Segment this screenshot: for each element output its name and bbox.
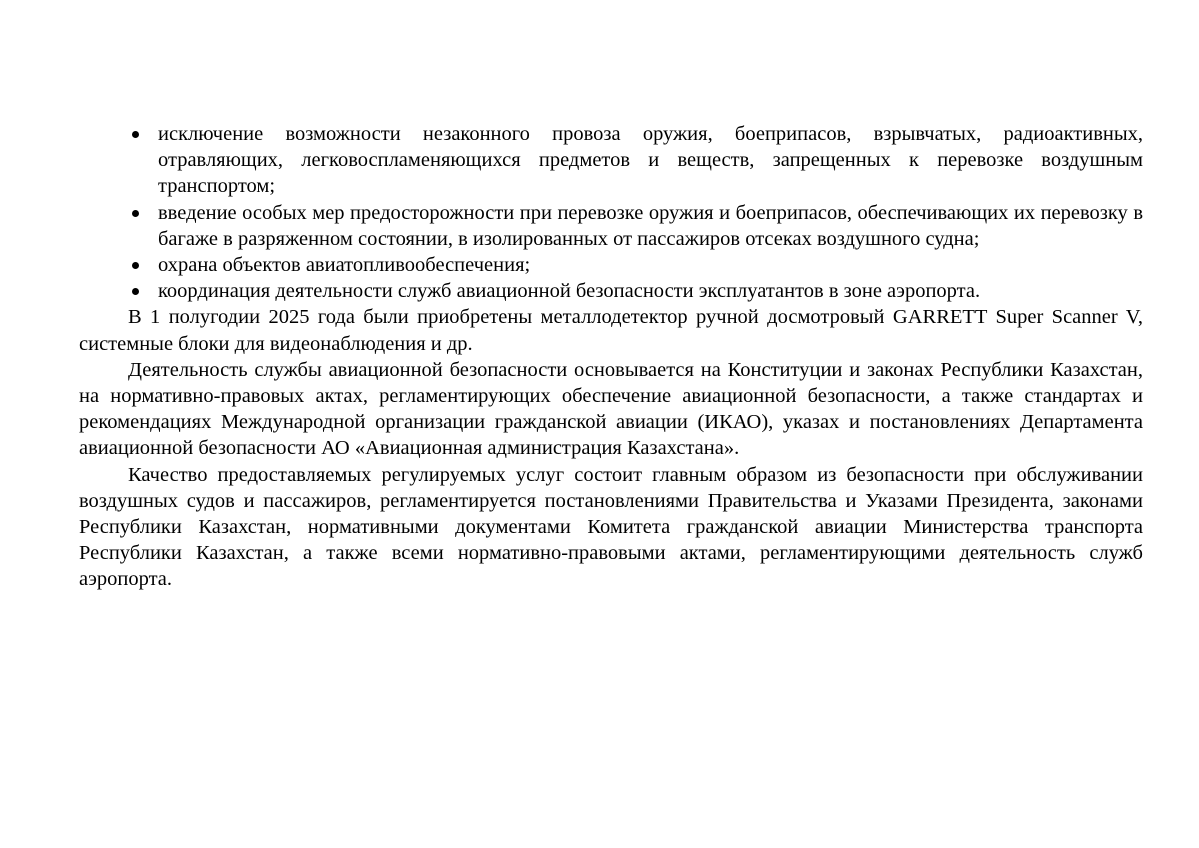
bullet-list [79,121,1143,304]
bullet-dot-icon [132,288,139,295]
bullet-item [79,252,1143,278]
document-page [79,121,1143,593]
bullet-item [79,200,1143,252]
bullet-dot-icon [132,131,139,138]
paragraph-service-quality: Качество предоставляемых регулируемых услуг состоит главным образом из безопасности при обслуживании воздушных судов и пассажиров, регламентируется постановлениями Правительства и Указами Президента, законами Республики Казахстан, нормативными документами Комитета гражданской авиации Министерства транспорта Республики Казахстан, а также всеми нормативно-правовыми актами, регламентирующими деятельность служб аэропорта. [79,463,1143,591]
bullet-item [79,121,1143,200]
paragraph-legal-basis: Деятельность службы авиационной безопасности основывается на Конституции и законах Республики Казахстан, на нормативно-правовых актах, регламентирующих обеспечение авиационной безопасности, а также стандартах и рекомендациях Международной организации гражданской авиации (ИКАО), указах и постановлениях Департамента авиационной безопасности АО «Авиационная администрация Казахстана». [79,358,1143,460]
bullet-text: охрана объектов авиатопливообеспечения; [158,254,531,277]
bullet-item [79,278,1143,304]
bullet-text: координация деятельности служб авиационной безопасности эксплуатантов в зоне аэропорта. [158,280,981,303]
bullet-text: исключение возможности незаконного провоза оружия, боеприпасов, взрывчатых, радиоактивных, отравляющих, легковоспламеняющихся предметов и веществ, запрещенных к перевозке воздушным транспортом; [158,123,1143,198]
paragraph-purchases: В 1 полугодии 2025 года были приобретены металлодетектор ручной досмотровый GARRETT Super Scanner V, системные блоки для видеонаблюдения и др. [79,306,1143,355]
bullet-dot-icon [132,210,139,217]
bullet-dot-icon [132,262,139,269]
bullet-text: введение особых мер предосторожности при перевозке оружия и боеприпасов, обеспечивающих их перевозку в багаже в разряженном состоянии, в изолированных от пассажиров отсеках воздушного судна; [158,201,1143,250]
